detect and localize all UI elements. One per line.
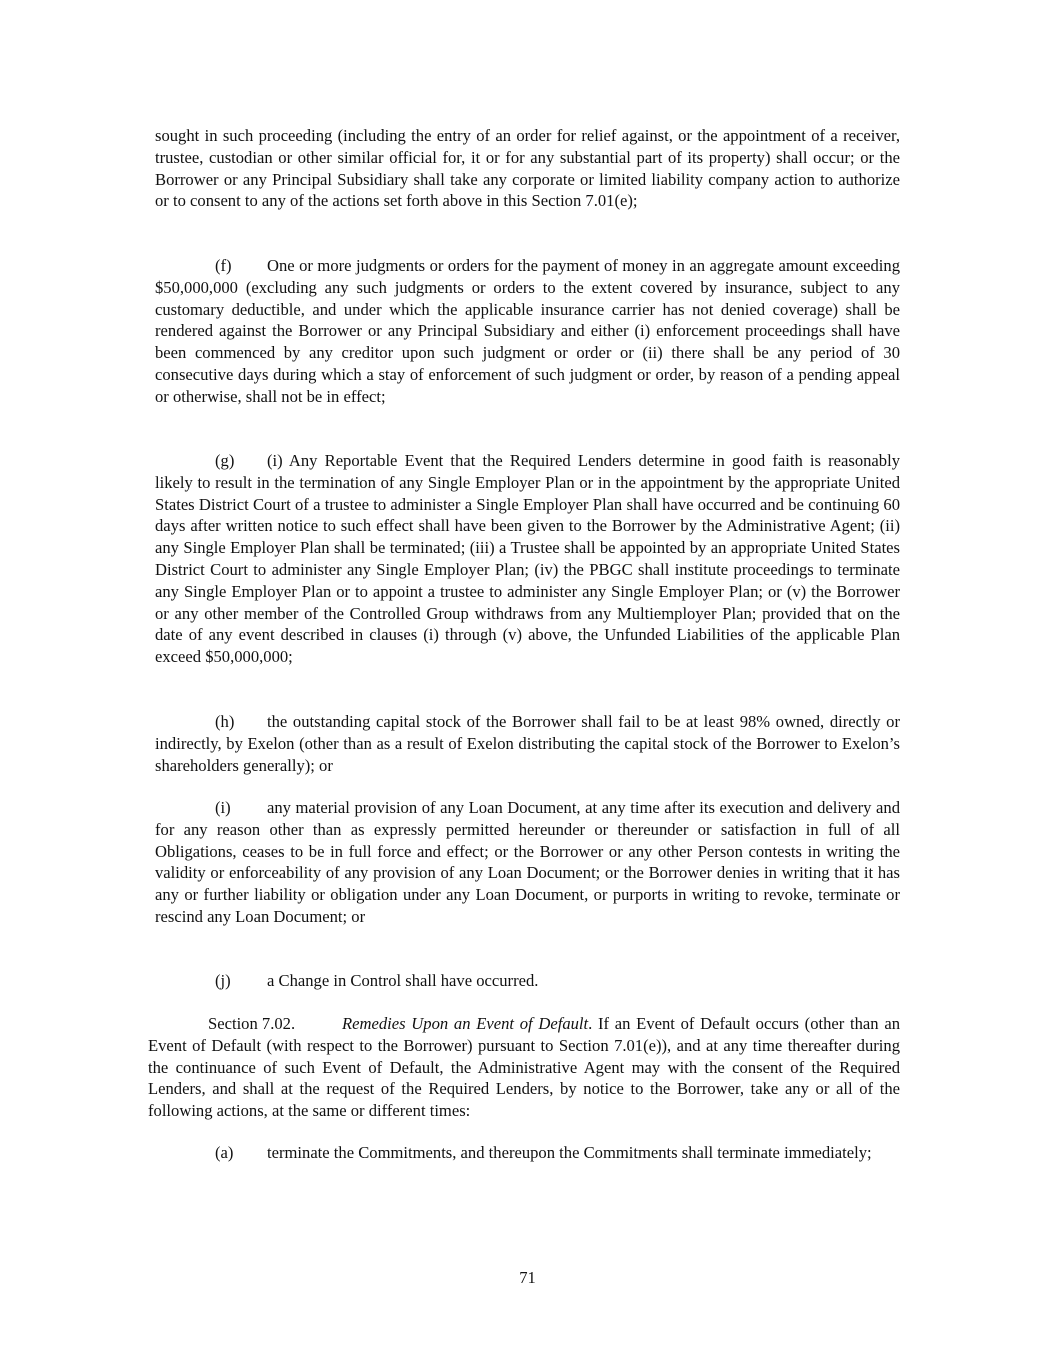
clause-label: (f) — [215, 256, 232, 275]
section-heading: Remedies Upon an Event of Default — [342, 1014, 589, 1033]
paragraph-text: terminate the Commitments, and thereupon the Commitments shall terminate immediately; — [267, 1143, 872, 1162]
section-7-02 — [148, 1013, 900, 1122]
paragraph-text: a Change in Control shall have occurred. — [267, 971, 539, 990]
paragraph-text: One or more judgments or orders for the payment of money in an aggregate amount exceeding $50,000,000 (excluding any such judgments or orders to the extent covered by insurance, subject to any customary deductible, and under which the applicable insurance carrier has not denied coverage) shall be rendered against the Borrower or any Principal Subsidiary and either (i) enforcement proceedings shall have been commenced by any creditor upon such judgment or order or (ii) there shall be any period of 30 consecutive days during which a stay of enforcement of such judgment or order, by reason of a pending appeal or otherwise, shall not be in effect; — [155, 256, 900, 406]
paragraph-clause-j — [155, 970, 900, 992]
section-number: Section 7.02. — [208, 1014, 296, 1033]
clause-label: (j) — [215, 971, 231, 990]
paragraph-text: the outstanding capital stock of the Borrower shall fail to be at least 98% owned, directly or indirectly, by Exelon (other than as a result of Exelon distributing the capital stock of the Borrower to Exelon’s shareholders generally); or — [155, 712, 900, 775]
page-number: 71 — [519, 1268, 536, 1287]
paragraph-text: sought in such proceeding (including the entry of an order for relief against, or the appointment of a receiver, trustee, custodian or other similar official for, it or for any substantial part of its property) shall occur; or the Borrower or any Principal Subsidiary shall take any corporate or limited liability company action to authorize or to consent to any of the actions set forth above in this Section 7.01(e); — [155, 126, 900, 211]
paragraph-continuation-e — [155, 125, 900, 212]
clause-label: (h) — [215, 712, 235, 731]
clause-label: (a) — [215, 1143, 234, 1162]
paragraph-clause-h — [155, 711, 900, 776]
clause-label: (g) — [215, 451, 235, 470]
paragraph-clause-g — [155, 450, 900, 668]
paragraph-text: (i) Any Reportable Event that the Required Lenders determine in good faith is reasonably likely to result in the termination of any Single Employer Plan or in the appointment by the appropriate United States District Court of a trustee to administer a Single Employer Plan shall have occurred and be continuing 60 days after written notice to such effect shall have been given to the Borrower by the Administrative Agent; (ii) any Single Employer Plan shall be terminated; (iii) a Trustee shall be appointed by an appropriate United States District Court to administer any Single Employer Plan; (iv) the PBGC shall institute proceedings to terminate any Single Employer Plan or to appoint a trustee to administer any Single Employer Plan; or (v) the Borrower or any other member of the Controlled Group withdraws from any Multiemployer Plan; provided that on the date of any event described in clauses (i) through (v) above, the Unfunded Liabilities of the applicable Plan exceed $50,000,000; — [155, 451, 900, 667]
paragraph-clause-i — [155, 797, 900, 928]
paragraph-text: . If an Event of Default occurs (other than an Event of Default (with respect to the Borrower) pursuant to Section 7.01(e)), and at any time thereafter during the continuance of such Event of Default, the Administrative Agent may with the consent of the Required Lenders, and shall at the request of the Required Lenders, by notice to the Borrower, take any or all of the following actions, at the same or different times: — [148, 1014, 900, 1121]
paragraph-clause-f — [155, 255, 900, 408]
clause-label: (i) — [215, 798, 231, 817]
paragraph-text: any material provision of any Loan Document, at any time after its execution and delivery and for any reason other than as expressly permitted hereunder or thereunder or satisfaction in full of all Obligations, ceases to be in full force and effect; or the Borrower or any other Person contests in writing the validity or enforceability of any provision of any Loan Document; or the Borrower denies in writing that it has any or further liability or obligation under any Loan Document, or purports in writing to revoke, terminate or rescind any Loan Document; or — [155, 798, 900, 926]
paragraph-clause-a — [155, 1142, 900, 1164]
